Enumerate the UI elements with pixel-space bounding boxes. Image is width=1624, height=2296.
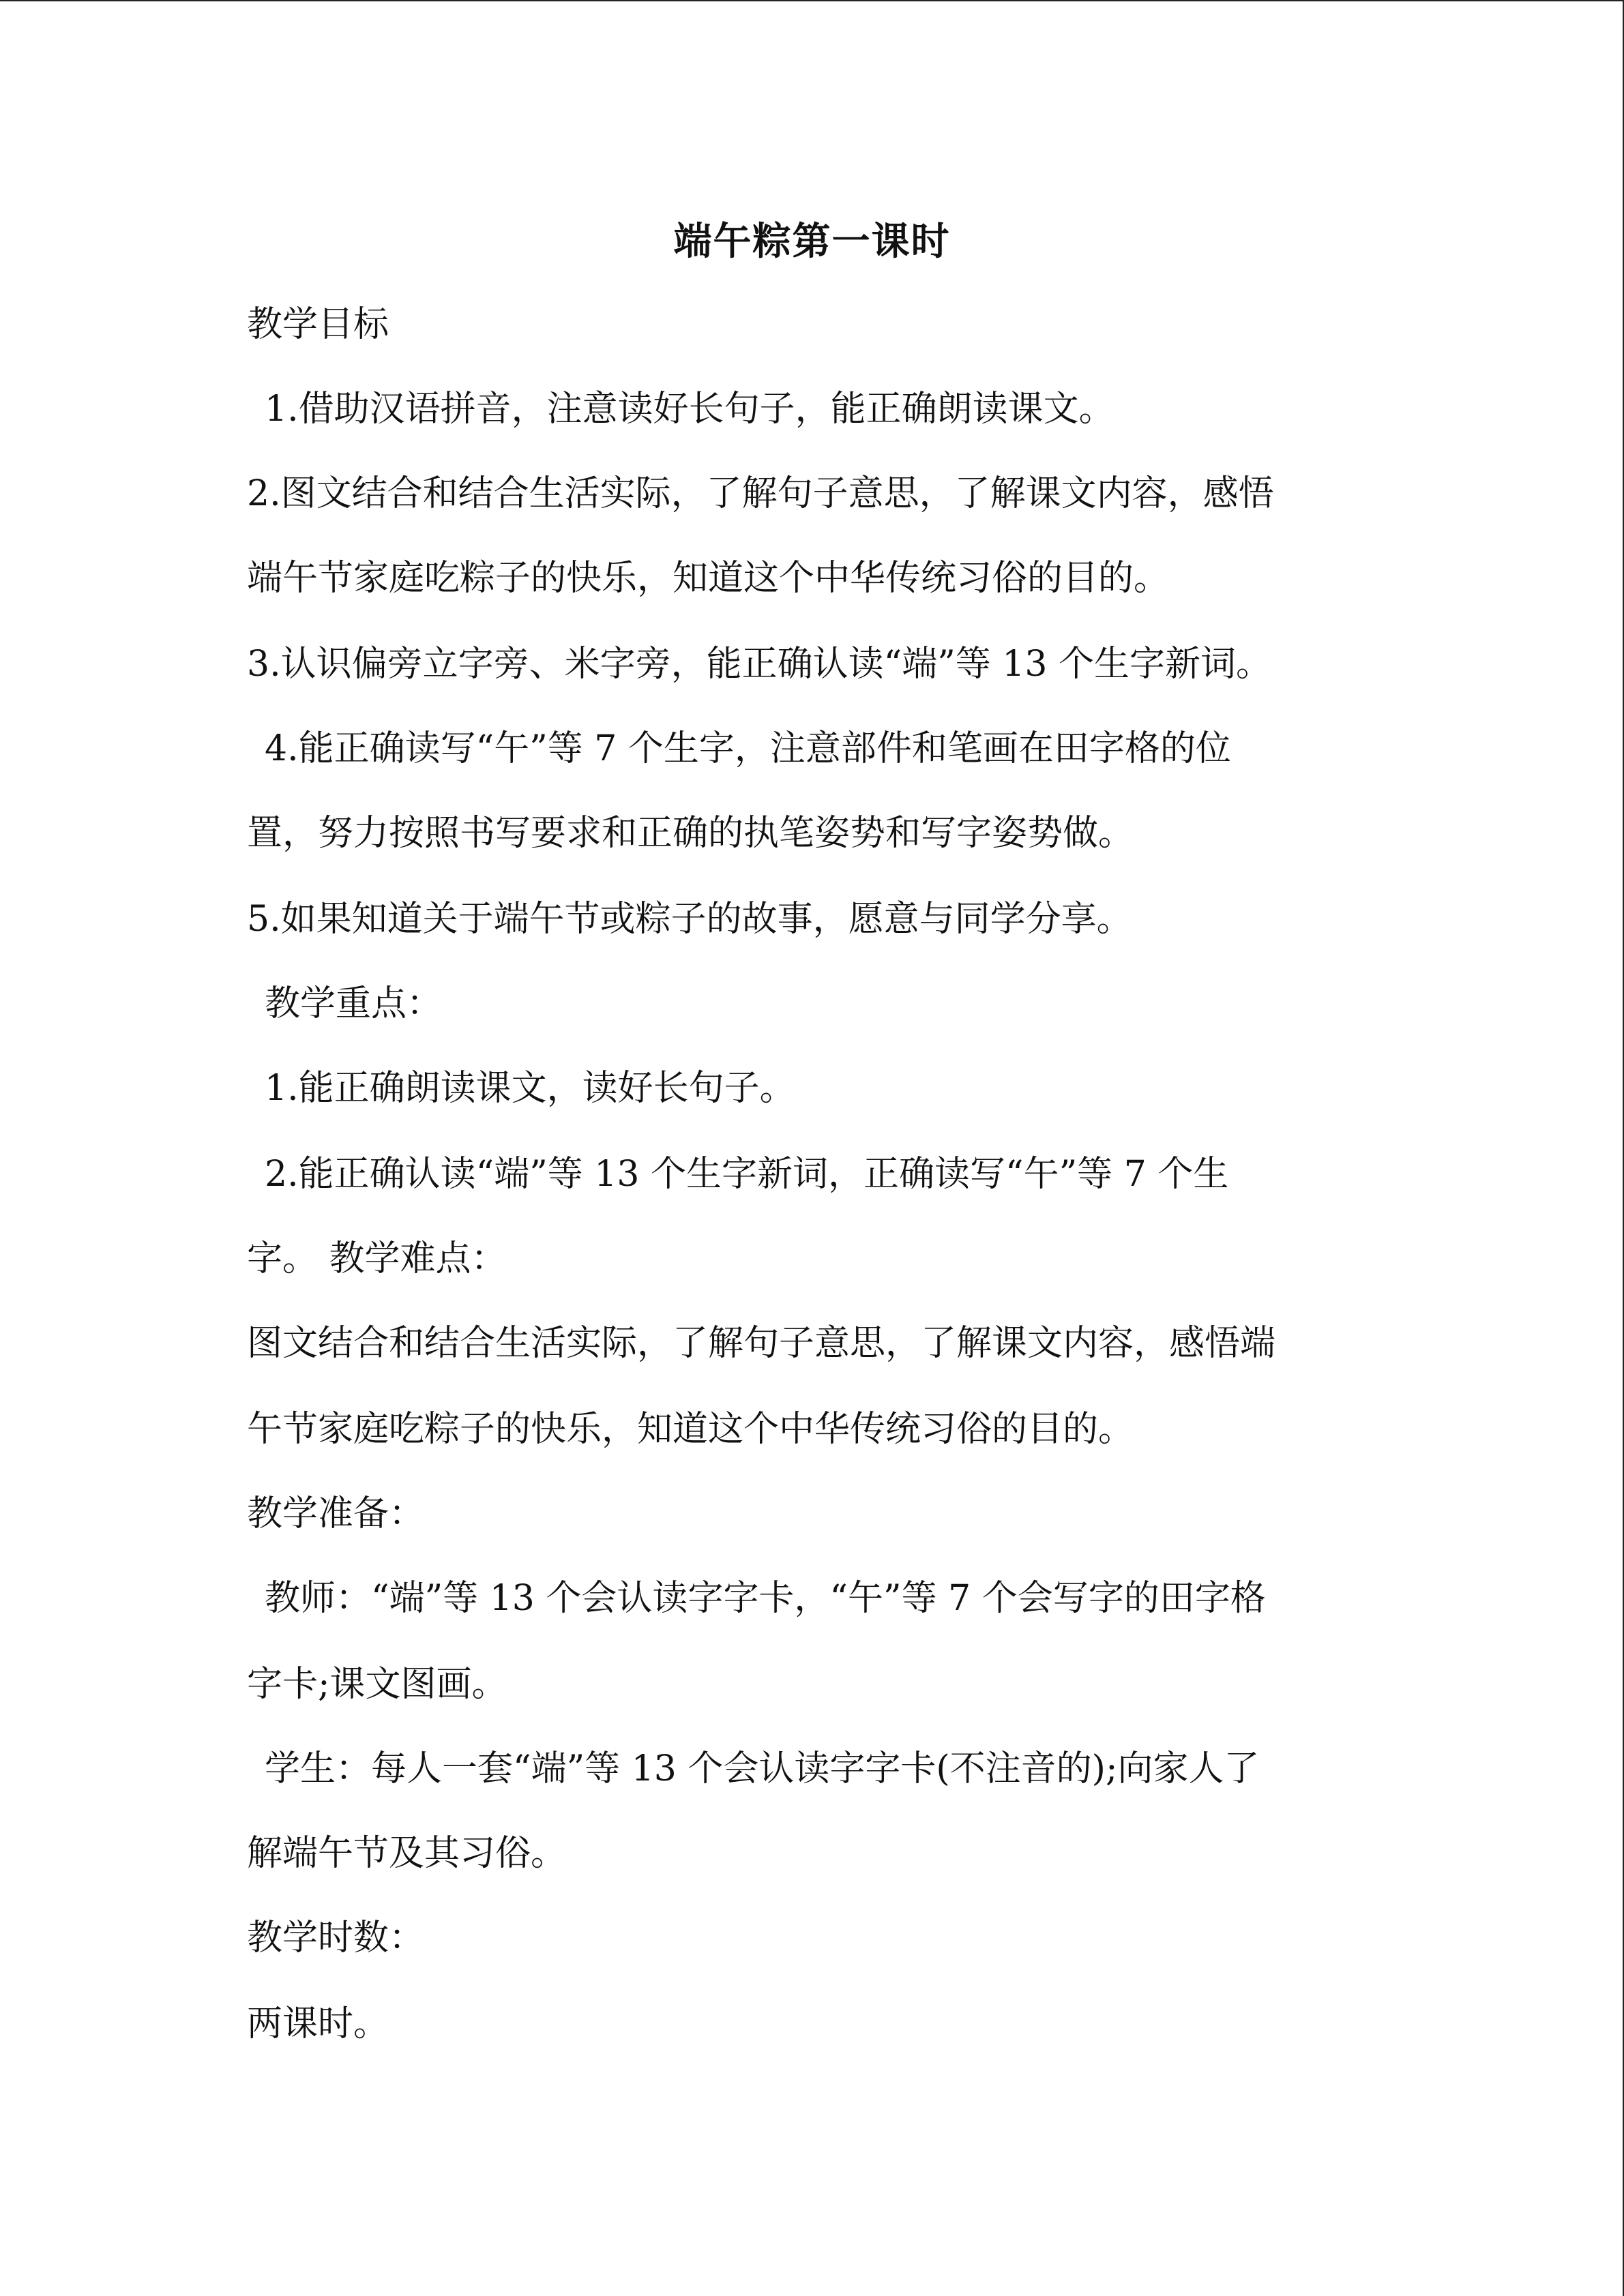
page-title: 端午粽第一课时 (673, 219, 951, 264)
preparation-student-line-2: 解端午节及其习俗。 (247, 1833, 567, 1874)
objective-2-line-2: 端午节家庭吃粽子的快乐，知道这个中华传统习俗的目的。 (247, 558, 1170, 599)
preparation-teacher-line-1: 教师：“端”等 13 个会认读字字卡，“午”等 7 个会写字的田字格 (265, 1578, 1266, 1619)
objective-1: 1.借助汉语拼音，注意读好长句子，能正确朗读课文。 (265, 389, 1114, 430)
objective-5: 5.如果知道关于端午节或粽子的故事，愿意与同学分享。 (247, 899, 1132, 940)
section-heading-class-hours: 教学时数： (247, 1918, 425, 1958)
preparation-teacher-line-2: 字卡;课文图画。 (247, 1664, 507, 1705)
section-heading-preparation: 教学准备： (247, 1493, 425, 1534)
objective-3: 3.认识偏旁立字旁、米字旁，能正确认读“端”等 13 个生字新词。 (247, 644, 1272, 685)
section-heading-objectives: 教学目标 (247, 304, 389, 345)
objective-4-line-2: 置，努力按照书写要求和正确的执笔姿势和写字姿势做。 (247, 813, 1134, 854)
key-point-1: 1.能正确朗读课文，读好长句子。 (265, 1068, 795, 1109)
section-heading-key-points: 教学重点： (265, 983, 443, 1024)
difficulty-line-2: 午节家庭吃粽子的快乐，知道这个中华传统习俗的目的。 (247, 1409, 1134, 1450)
key-point-2-line-1: 2.能正确认读“端”等 13 个生字新词，正确读写“午”等 7 个生 (265, 1154, 1229, 1195)
class-hours-value: 两课时。 (247, 2003, 389, 2044)
objective-4-line-1: 4.能正确读写“午”等 7 个生字，注意部件和笔画在田字格的位 (265, 728, 1231, 769)
key-point-2-line-2: 字。 教学难点： (247, 1238, 507, 1279)
preparation-student-line-1: 学生：每人一套“端”等 13 个会认读字字卡(不注音的);向家人了 (265, 1748, 1260, 1789)
objective-2-line-1: 2.图文结合和结合生活实际，了解句子意思，了解课文内容，感悟 (247, 473, 1274, 514)
difficulty-line-1: 图文结合和结合生活实际，了解句子意思，了解课文内容，感悟端 (247, 1323, 1276, 1364)
